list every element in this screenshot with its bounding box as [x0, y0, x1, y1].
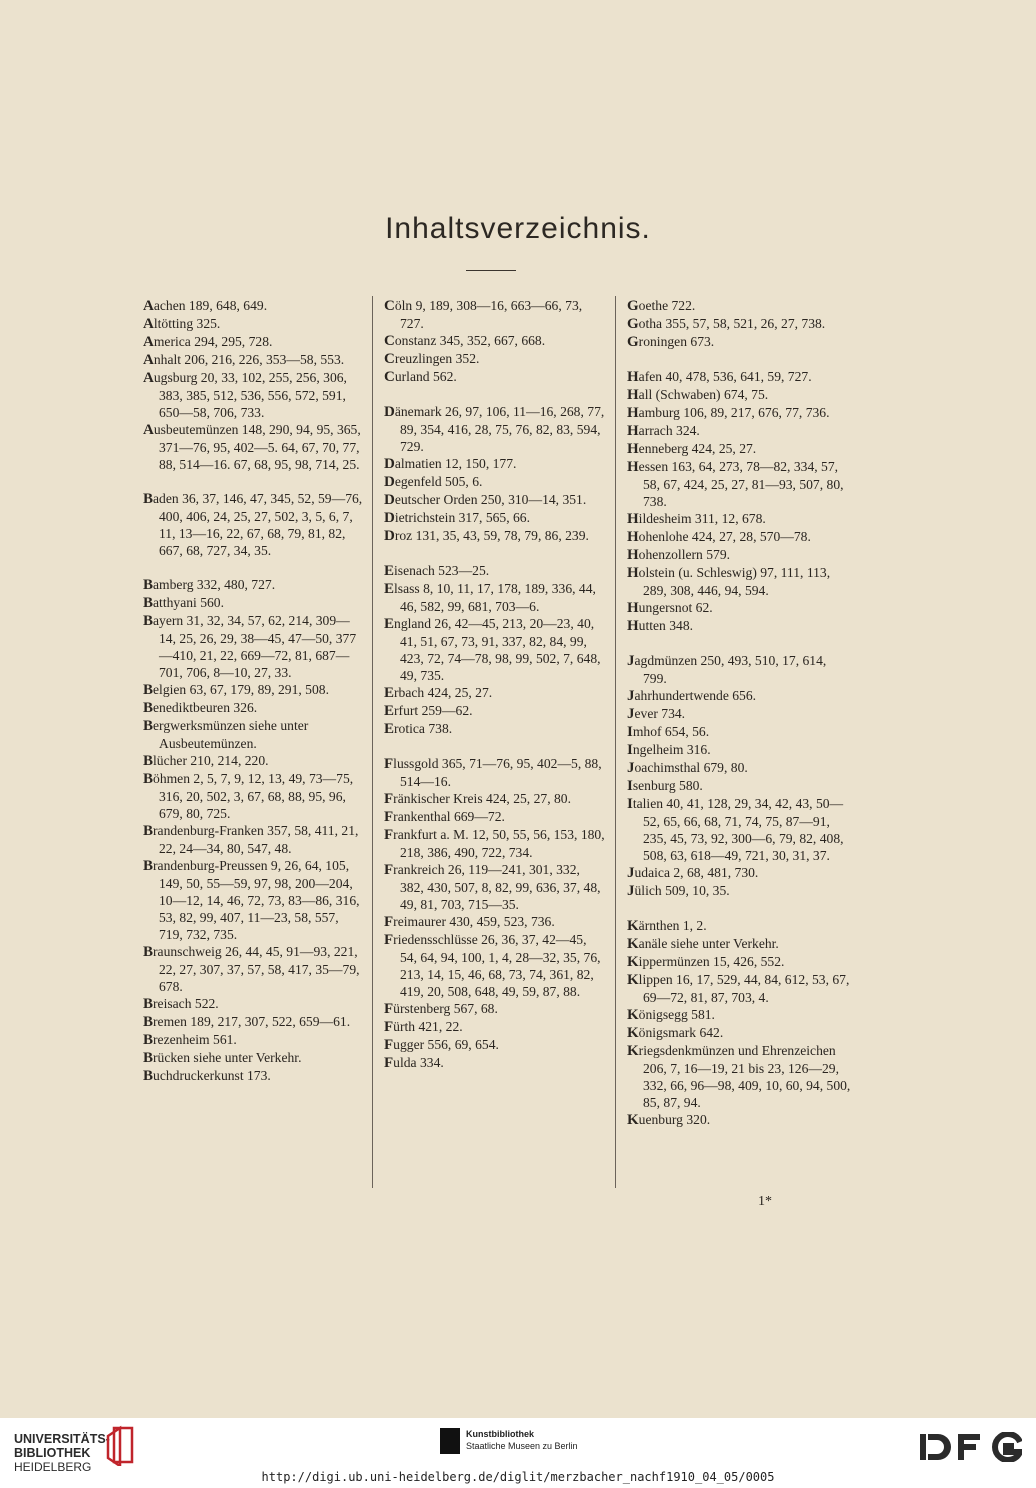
index-entry: Freimaurer 430, 459, 523, 736.	[384, 914, 555, 930]
index-entry: Königsegg 581.	[627, 1007, 715, 1023]
index-entry: Hungersnot 62.	[627, 600, 713, 616]
index-entry: Fürstenberg 567, 68.	[384, 1001, 498, 1017]
index-entry: Hamburg 106, 89, 217, 676, 77, 736.	[627, 405, 830, 421]
index-entry: Batthyani 560.	[143, 595, 224, 611]
index-entry: England 26, 42—45, 213, 20—23, 40, 41, 51, 67, 73, 91, 337, 82, 84, 99, 423, 72, 74—78, 98, 99, 502, 7, 648, 49, 735.	[384, 616, 601, 683]
column-divider	[615, 296, 616, 1188]
index-entry: Anhalt 206, 216, 226, 353—58, 553.	[143, 352, 345, 368]
index-entry: Kuenburg 320.	[627, 1112, 711, 1128]
index-entry: Eisenach 523—25.	[384, 563, 490, 579]
index-entry: Erotica 738.	[384, 721, 453, 737]
index-entry: Ingelheim 316.	[627, 742, 711, 758]
index-entry: Fugger 556, 69, 654.	[384, 1037, 499, 1053]
index-entry: Brücken siehe unter Verkehr.	[143, 1050, 302, 1066]
index-entry: Dietrichstein 317, 565, 66.	[384, 510, 531, 526]
index-entry: Frankfurt a. M. 12, 50, 55, 56, 153, 180, 218, 386, 490, 722, 734.	[384, 827, 605, 860]
index-entry: Klippen 16, 17, 529, 44, 84, 612, 53, 67, 69—72, 81, 87, 703, 4.	[627, 972, 850, 1005]
index-entry: Droz 131, 35, 43, 59, 78, 79, 86, 239.	[384, 528, 589, 544]
index-entry: Fulda 334.	[384, 1055, 444, 1071]
title-rule	[466, 270, 516, 271]
kb-name: Kunstbibliothek	[466, 1429, 534, 1439]
index-entry: Altötting 325.	[143, 316, 221, 332]
index-entry: Cöln 9, 189, 308—16, 663—66, 73, 727.	[384, 298, 583, 331]
index-entry: Fürth 421, 22.	[384, 1019, 463, 1035]
university-library-wordmark[interactable]	[14, 1432, 110, 1474]
index-entry: Jever 734.	[627, 706, 686, 722]
index-entry: Hutten 348.	[627, 618, 694, 634]
index-entry: Hessen 163, 64, 273, 78—82, 334, 57, 58, 67, 424, 25, 27, 81—93, 507, 80, 738.	[627, 459, 844, 509]
index-entry: Kanäle siehe unter Verkehr.	[627, 936, 779, 952]
index-entry: Jülich 509, 10, 35.	[627, 883, 730, 899]
index-entry: Italien 40, 41, 128, 29, 34, 42, 43, 50—52, 65, 66, 68, 71, 74, 75, 87—91, 235, 45, 73, 92, 300—6, 79, 82, 408, 508, 63, 618—49, 721, 30, 31, 37.	[627, 796, 844, 863]
index-entry: Kärnthen 1, 2.	[627, 918, 707, 934]
dfg-logo-icon[interactable]	[920, 1432, 1022, 1462]
index-entry: Ausbeutemünzen 148, 290, 94, 95, 365, 371—76, 95, 402—5. 64, 67, 70, 77, 88, 514—16. 67, 68, 95, 98, 714, 25.	[143, 422, 361, 472]
index-entry: Brezenheim 561.	[143, 1032, 237, 1048]
index-entry: Königsmark 642.	[627, 1025, 724, 1041]
index-entry: Jahrhundertwende 656.	[627, 688, 757, 704]
index-entry: Creuzlingen 352.	[384, 351, 480, 367]
university-logo-icon	[106, 1424, 136, 1466]
library-name-line: HEIDELBERG	[14, 1460, 92, 1474]
index-entry: Frankreich 26, 119—241, 301, 332, 382, 430, 507, 8, 82, 99, 636, 37, 48, 49, 81, 703, 715—35.	[384, 862, 601, 912]
index-entry: Kriegsdenkmünzen und Ehrenzeichen 206, 7, 16—19, 21 bis 23, 126—29, 332, 66, 96—98, 409, 10, 60, 94, 500, 85, 87, 94.	[627, 1043, 851, 1110]
index-entry: Benediktbeuren 326.	[143, 700, 258, 716]
index-column-1	[143, 297, 363, 1085]
index-entry: Groningen 673.	[627, 334, 715, 350]
index-entry: Bergwerksmünzen siehe unter Ausbeutemünzen.	[143, 718, 309, 751]
index-entry: Henneberg 424, 25, 27.	[627, 441, 757, 457]
index-entry: Joachimsthal 679, 80.	[627, 760, 748, 776]
library-name-line: BIBLIOTHEK	[14, 1446, 91, 1460]
index-entry: Fränkischer Kreis 424, 25, 27, 80.	[384, 791, 571, 807]
index-entry: Isenburg 580.	[627, 778, 703, 794]
index-entry: Hall (Schwaben) 674, 75.	[627, 387, 769, 403]
index-entry: Gotha 355, 57, 58, 521, 26, 27, 738.	[627, 316, 826, 332]
index-entry: Aachen 189, 648, 649.	[143, 298, 268, 314]
index-entry: Bamberg 332, 480, 727.	[143, 577, 276, 593]
index-entry: Braunschweig 26, 44, 45, 91—93, 221, 22, 27, 307, 37, 57, 58, 417, 35—79, 678.	[143, 944, 360, 994]
source-url[interactable]: http://digi.ub.uni-heidelberg.de/diglit/merzbacher_nachf1910_04_05/0005	[261, 1470, 775, 1484]
index-entry: Belgien 63, 67, 179, 89, 291, 508.	[143, 682, 329, 698]
index-entry: Brandenburg-Preussen 9, 26, 64, 105, 149, 50, 55—59, 97, 98, 200—204, 10—12, 14, 46, 72, 73, 83—86, 316, 53, 82, 99, 407, 11—23, 58, 557, 719, 732, 735.	[143, 858, 360, 942]
footer-bar	[0, 1418, 1036, 1488]
index-entry: Imhof 654, 56.	[627, 724, 710, 740]
index-entry: Breisach 522.	[143, 996, 219, 1012]
index-entry: Goethe 722.	[627, 298, 696, 314]
index-entry: Curland 562.	[384, 369, 457, 385]
index-entry: Constanz 345, 352, 667, 668.	[384, 333, 546, 349]
kb-subname: Staatliche Museen zu Berlin	[466, 1441, 578, 1451]
index-entry: Holstein (u. Schleswig) 97, 111, 113, 289, 308, 446, 94, 594.	[627, 565, 831, 598]
index-entry: Elsass 8, 10, 11, 17, 178, 189, 336, 44, 46, 582, 99, 681, 703—6.	[384, 581, 596, 614]
index-column-3	[627, 297, 853, 1129]
index-entry: Judaica 2, 68, 481, 730.	[627, 865, 759, 881]
index-entry: Harrach 324.	[627, 423, 700, 439]
library-name-line: UNIVERSITÄTS-	[14, 1432, 110, 1446]
index-entry: Friedensschlüsse 26, 36, 37, 42—45, 54, 64, 94, 100, 1, 4, 28—32, 35, 76, 213, 14, 15, 46, 68, 73, 74, 361, 82, 419, 20, 508, 648, 49, 59, 87, 88.	[384, 932, 601, 999]
column-divider	[372, 296, 373, 1188]
index-entry: Buchdruckerkunst 173.	[143, 1068, 271, 1084]
index-entry: Deutscher Orden 250, 310—14, 351.	[384, 492, 587, 508]
kunstbibliothek-logo-icon	[440, 1428, 460, 1454]
index-entry: Flussgold 365, 71—76, 95, 402—5, 88, 514—16.	[384, 756, 602, 789]
index-entry: Böhmen 2, 5, 7, 9, 12, 13, 49, 73—75, 316, 20, 502, 3, 67, 68, 88, 95, 96, 679, 80, 725.	[143, 771, 354, 821]
index-entry: Hildesheim 311, 12, 678.	[627, 511, 766, 527]
index-entry: Jagdmünzen 250, 493, 510, 17, 614, 799.	[627, 653, 827, 686]
index-column-2	[384, 297, 606, 1072]
kunstbibliothek-wordmark[interactable]	[466, 1428, 578, 1452]
index-entry: Blücher 210, 214, 220.	[143, 753, 269, 769]
index-entry: Hohenzollern 579.	[627, 547, 731, 563]
index-entry: Brandenburg-Franken 357, 58, 411, 21, 22, 24—34, 80, 547, 48.	[143, 823, 359, 856]
index-entry: America 294, 295, 728.	[143, 334, 273, 350]
index-entry: Baden 36, 37, 146, 47, 345, 52, 59—76, 400, 406, 24, 25, 27, 502, 3, 5, 6, 7, 11, 13—16, 22, 67, 68, 79, 81, 82, 667, 68, 727, 34, 35.	[143, 491, 363, 558]
page-mark: 1*	[758, 1194, 772, 1209]
page-title: Inhaltsverzeichnis.	[385, 212, 651, 245]
index-entry: Degenfeld 505, 6.	[384, 474, 483, 490]
index-entry: Erfurt 259—62.	[384, 703, 473, 719]
index-entry: Dalmatien 12, 150, 177.	[384, 456, 517, 472]
index-entry: Hohenlohe 424, 27, 28, 570—78.	[627, 529, 811, 545]
index-entry: Hafen 40, 478, 536, 641, 59, 727.	[627, 369, 812, 385]
index-entry: Augsburg 20, 33, 102, 255, 256, 306, 383, 385, 512, 536, 556, 572, 591, 650—58, 706, 733.	[143, 370, 347, 420]
index-entry: Erbach 424, 25, 27.	[384, 685, 493, 701]
index-entry: Dänemark 26, 97, 106, 11—16, 268, 77, 89, 354, 416, 28, 75, 76, 82, 83, 594, 729.	[384, 404, 605, 454]
index-entry: Bremen 189, 217, 307, 522, 659—61.	[143, 1014, 351, 1030]
index-entry: Frankenthal 669—72.	[384, 809, 505, 825]
index-entry: Kippermünzen 15, 426, 552.	[627, 954, 785, 970]
index-entry: Bayern 31, 32, 34, 57, 62, 214, 309—14, 25, 26, 29, 38—45, 47—50, 377—410, 21, 22, 669—72, 81, 687—701, 706, 8—10, 27, 33.	[143, 613, 357, 680]
